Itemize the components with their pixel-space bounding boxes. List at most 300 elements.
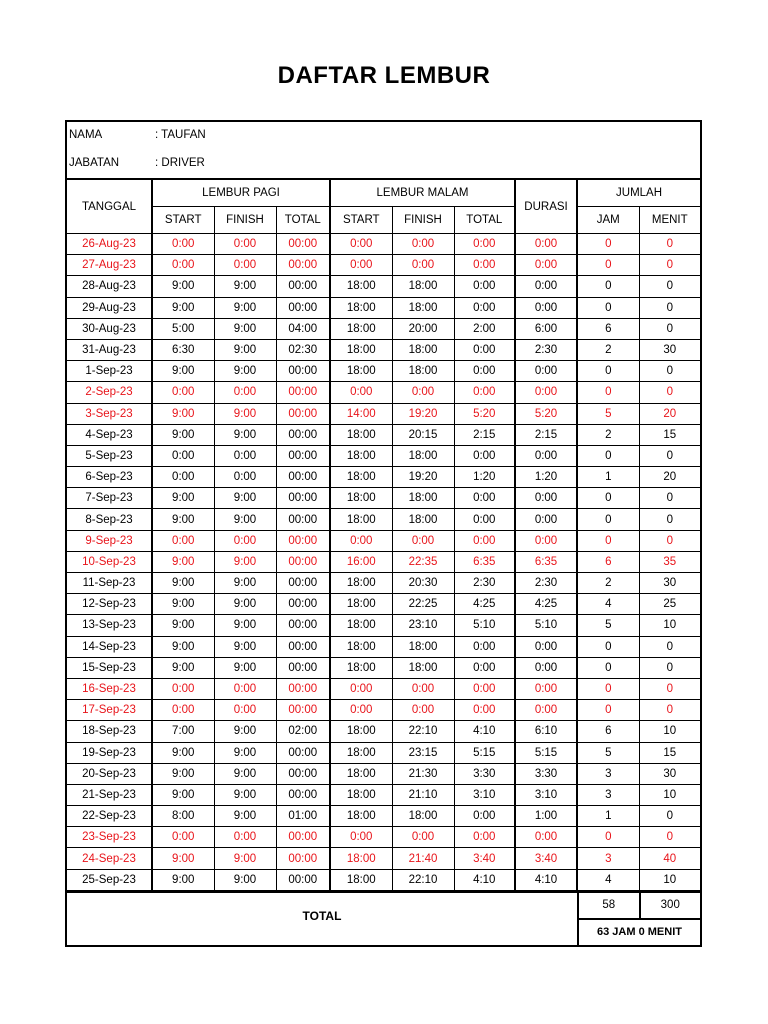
cell-durasi: 0:00 (515, 234, 577, 255)
cell-menit: 30 (639, 339, 700, 360)
cell-pagi-total: 00:00 (276, 403, 330, 424)
cell-menit: 20 (639, 403, 700, 424)
cell-malam-total: 0:00 (454, 297, 515, 318)
cell-menit: 0 (639, 509, 700, 530)
cell-menit: 0 (639, 361, 700, 382)
cell-pagi-start: 0:00 (152, 467, 214, 488)
cell-menit: 10 (639, 615, 700, 636)
cell-pagi-finish: 9:00 (214, 488, 276, 509)
cell-menit: 0 (639, 234, 700, 255)
header-malam-total: TOTAL (454, 207, 515, 234)
cell-menit: 0 (639, 445, 700, 466)
cell-jam: 2 (577, 573, 639, 594)
cell-malam-start: 18:00 (330, 784, 392, 805)
cell-durasi: 0:00 (515, 445, 577, 466)
cell-pagi-finish: 0:00 (214, 382, 276, 403)
cell-malam-total: 0:00 (454, 509, 515, 530)
cell-malam-finish: 0:00 (392, 678, 454, 699)
cell-durasi: 2:30 (515, 573, 577, 594)
cell-jam: 2 (577, 424, 639, 445)
header-pagi-start: START (152, 207, 214, 234)
cell-malam-finish: 18:00 (392, 488, 454, 509)
cell-malam-finish: 22:10 (392, 869, 454, 890)
cell-malam-start: 18:00 (330, 657, 392, 678)
table-row (67, 361, 700, 382)
cell-malam-start: 18:00 (330, 488, 392, 509)
cell-durasi: 6:10 (515, 721, 577, 742)
cell-malam-start: 18:00 (330, 573, 392, 594)
cell-malam-total: 2:15 (454, 424, 515, 445)
cell-durasi: 0:00 (515, 657, 577, 678)
cell-malam-finish: 20:15 (392, 424, 454, 445)
cell-pagi-start: 9:00 (152, 573, 214, 594)
cell-malam-total: 2:00 (454, 318, 515, 339)
cell-tanggal: 28-Aug-23 (67, 276, 152, 297)
cell-malam-total: 6:35 (454, 551, 515, 572)
cell-pagi-start: 9:00 (152, 869, 214, 890)
table-row (67, 509, 700, 530)
table-row (67, 403, 700, 424)
cell-pagi-total: 00:00 (276, 445, 330, 466)
cell-pagi-finish: 9:00 (214, 806, 276, 827)
cell-malam-finish: 18:00 (392, 339, 454, 360)
cell-menit: 20 (639, 467, 700, 488)
cell-menit: 0 (639, 678, 700, 699)
cell-tanggal: 30-Aug-23 (67, 318, 152, 339)
cell-pagi-finish: 9:00 (214, 636, 276, 657)
cell-jam: 1 (577, 806, 639, 827)
cell-pagi-start: 0:00 (152, 827, 214, 848)
cell-jam: 5 (577, 403, 639, 424)
cell-menit: 30 (639, 573, 700, 594)
cell-pagi-total: 00:00 (276, 297, 330, 318)
cell-malam-finish: 18:00 (392, 297, 454, 318)
cell-pagi-total: 00:00 (276, 488, 330, 509)
cell-pagi-total: 00:00 (276, 763, 330, 784)
cell-pagi-finish: 9:00 (214, 403, 276, 424)
cell-pagi-total: 00:00 (276, 424, 330, 445)
jabatan-value: : DRIVER (155, 157, 205, 169)
cell-pagi-total: 00:00 (276, 234, 330, 255)
cell-tanggal: 20-Sep-23 (67, 763, 152, 784)
cell-durasi: 1:20 (515, 467, 577, 488)
table-row (67, 721, 700, 742)
cell-pagi-finish: 0:00 (214, 827, 276, 848)
cell-tanggal: 22-Sep-23 (67, 806, 152, 827)
cell-malam-start: 18:00 (330, 615, 392, 636)
cell-durasi: 0:00 (515, 382, 577, 403)
cell-menit: 0 (639, 488, 700, 509)
cell-jam: 0 (577, 361, 639, 382)
cell-malam-finish: 0:00 (392, 827, 454, 848)
cell-pagi-start: 8:00 (152, 806, 214, 827)
cell-malam-total: 0:00 (454, 488, 515, 509)
cell-malam-finish: 18:00 (392, 636, 454, 657)
cell-menit: 10 (639, 784, 700, 805)
cell-pagi-finish: 9:00 (214, 318, 276, 339)
cell-pagi-start: 9:00 (152, 742, 214, 763)
cell-malam-start: 18:00 (330, 467, 392, 488)
totals-row (579, 893, 700, 920)
table-row (67, 615, 700, 636)
cell-menit: 0 (639, 318, 700, 339)
cell-malam-finish: 21:30 (392, 763, 454, 784)
header-lembur-malam: LEMBUR MALAM (330, 180, 515, 207)
header-malam-finish: FINISH (392, 207, 454, 234)
cell-pagi-start: 0:00 (152, 678, 214, 699)
cell-pagi-finish: 9:00 (214, 297, 276, 318)
cell-pagi-start: 9:00 (152, 276, 214, 297)
table-row (67, 763, 700, 784)
cell-jam: 0 (577, 255, 639, 276)
cell-malam-total: 0:00 (454, 361, 515, 382)
cell-menit: 0 (639, 700, 700, 721)
cell-malam-start: 18:00 (330, 297, 392, 318)
cell-durasi: 5:15 (515, 742, 577, 763)
table-row (67, 636, 700, 657)
cell-malam-total: 5:10 (454, 615, 515, 636)
cell-malam-finish: 23:15 (392, 742, 454, 763)
cell-pagi-finish: 9:00 (214, 869, 276, 890)
cell-pagi-total: 00:00 (276, 509, 330, 530)
cell-jam: 2 (577, 339, 639, 360)
cell-pagi-finish: 9:00 (214, 615, 276, 636)
cell-malam-finish: 21:10 (392, 784, 454, 805)
cell-pagi-total: 00:00 (276, 467, 330, 488)
cell-menit: 0 (639, 276, 700, 297)
cell-malam-start: 18:00 (330, 339, 392, 360)
table-row (67, 530, 700, 551)
cell-durasi: 3:10 (515, 784, 577, 805)
cell-pagi-finish: 0:00 (214, 700, 276, 721)
cell-pagi-total: 00:00 (276, 276, 330, 297)
cell-pagi-finish: 0:00 (214, 255, 276, 276)
cell-pagi-start: 0:00 (152, 234, 214, 255)
cell-pagi-finish: 9:00 (214, 594, 276, 615)
table-row (67, 806, 700, 827)
cell-malam-finish: 18:00 (392, 445, 454, 466)
cell-malam-finish: 19:20 (392, 467, 454, 488)
cell-pagi-total: 00:00 (276, 594, 330, 615)
cell-malam-start: 18:00 (330, 594, 392, 615)
cell-malam-start: 18:00 (330, 509, 392, 530)
cell-pagi-total: 00:00 (276, 784, 330, 805)
cell-pagi-finish: 9:00 (214, 763, 276, 784)
page-title: DAFTAR LEMBUR (277, 62, 491, 89)
table-row (67, 848, 700, 869)
cell-malam-start: 18:00 (330, 848, 392, 869)
cell-malam-finish: 18:00 (392, 509, 454, 530)
table-row (67, 339, 700, 360)
table-row (67, 700, 700, 721)
cell-malam-start: 18:00 (330, 742, 392, 763)
cell-pagi-finish: 9:00 (214, 784, 276, 805)
table-row (67, 678, 700, 699)
cell-menit: 0 (639, 530, 700, 551)
cell-menit: 0 (639, 657, 700, 678)
cell-jam: 5 (577, 742, 639, 763)
cell-tanggal: 9-Sep-23 (67, 530, 152, 551)
cell-tanggal: 15-Sep-23 (67, 657, 152, 678)
cell-pagi-total: 00:00 (276, 678, 330, 699)
cell-menit: 0 (639, 382, 700, 403)
cell-malam-finish: 19:20 (392, 403, 454, 424)
cell-pagi-finish: 9:00 (214, 509, 276, 530)
cell-malam-total: 0:00 (454, 806, 515, 827)
cell-pagi-start: 9:00 (152, 594, 214, 615)
cell-pagi-start: 0:00 (152, 255, 214, 276)
cell-pagi-start: 7:00 (152, 721, 214, 742)
cell-pagi-finish: 0:00 (214, 678, 276, 699)
cell-tanggal: 10-Sep-23 (67, 551, 152, 572)
cell-tanggal: 21-Sep-23 (67, 784, 152, 805)
cell-pagi-start: 9:00 (152, 551, 214, 572)
cell-jam: 4 (577, 594, 639, 615)
cell-menit: 15 (639, 424, 700, 445)
cell-malam-start: 18:00 (330, 869, 392, 890)
cell-pagi-total: 00:00 (276, 361, 330, 382)
cell-menit: 15 (639, 742, 700, 763)
cell-malam-total: 0:00 (454, 700, 515, 721)
table-row (67, 255, 700, 276)
cell-tanggal: 25-Sep-23 (67, 869, 152, 890)
table-row (67, 424, 700, 445)
table-row (67, 827, 700, 848)
cell-jam: 0 (577, 382, 639, 403)
cell-malam-total: 4:25 (454, 594, 515, 615)
cell-malam-total: 5:15 (454, 742, 515, 763)
cell-pagi-start: 9:00 (152, 848, 214, 869)
cell-malam-total: 3:10 (454, 784, 515, 805)
cell-jam: 6 (577, 551, 639, 572)
cell-pagi-finish: 0:00 (214, 445, 276, 466)
cell-malam-total: 2:30 (454, 573, 515, 594)
cell-pagi-start: 9:00 (152, 784, 214, 805)
nama-row (69, 125, 206, 145)
cell-durasi: 5:10 (515, 615, 577, 636)
cell-malam-finish: 0:00 (392, 234, 454, 255)
cell-tanggal: 17-Sep-23 (67, 700, 152, 721)
table-row (67, 234, 700, 255)
cell-malam-finish: 18:00 (392, 276, 454, 297)
cell-menit: 40 (639, 848, 700, 869)
cell-tanggal: 29-Aug-23 (67, 297, 152, 318)
cell-durasi: 3:30 (515, 763, 577, 784)
totals-box (577, 893, 700, 945)
cell-pagi-finish: 9:00 (214, 276, 276, 297)
cell-pagi-start: 9:00 (152, 509, 214, 530)
header-pagi-total: TOTAL (276, 207, 330, 234)
cell-malam-start: 18:00 (330, 318, 392, 339)
cell-pagi-finish: 9:00 (214, 742, 276, 763)
table-row (67, 297, 700, 318)
cell-tanggal: 2-Sep-23 (67, 382, 152, 403)
header-lembur-pagi: LEMBUR PAGI (152, 180, 330, 207)
cell-malam-start: 18:00 (330, 763, 392, 784)
cell-pagi-total: 00:00 (276, 827, 330, 848)
cell-jam: 1 (577, 467, 639, 488)
cell-pagi-total: 01:00 (276, 806, 330, 827)
cell-malam-total: 1:20 (454, 467, 515, 488)
cell-malam-total: 0:00 (454, 234, 515, 255)
overtime-sheet (65, 120, 702, 947)
cell-jam: 0 (577, 827, 639, 848)
cell-durasi: 2:30 (515, 339, 577, 360)
cell-jam: 0 (577, 636, 639, 657)
cell-malam-start: 18:00 (330, 721, 392, 742)
cell-pagi-total: 00:00 (276, 551, 330, 572)
cell-tanggal: 8-Sep-23 (67, 509, 152, 530)
cell-durasi: 0:00 (515, 297, 577, 318)
cell-malam-total: 4:10 (454, 869, 515, 890)
cell-malam-finish: 20:00 (392, 318, 454, 339)
cell-menit: 10 (639, 869, 700, 890)
cell-tanggal: 19-Sep-23 (67, 742, 152, 763)
cell-malam-total: 0:00 (454, 678, 515, 699)
overtime-table (67, 180, 700, 891)
cell-menit: 30 (639, 763, 700, 784)
cell-tanggal: 16-Sep-23 (67, 678, 152, 699)
cell-malam-finish: 20:30 (392, 573, 454, 594)
cell-jam: 4 (577, 869, 639, 890)
table-row (67, 318, 700, 339)
cell-malam-start: 0:00 (330, 234, 392, 255)
cell-malam-finish: 0:00 (392, 700, 454, 721)
header-jam: JAM (577, 207, 639, 234)
cell-pagi-total: 00:00 (276, 700, 330, 721)
cell-jam: 3 (577, 784, 639, 805)
cell-durasi: 0:00 (515, 509, 577, 530)
cell-pagi-total: 02:30 (276, 339, 330, 360)
cell-menit: 10 (639, 721, 700, 742)
totals-footer (67, 891, 700, 945)
cell-malam-total: 0:00 (454, 827, 515, 848)
cell-malam-start: 0:00 (330, 678, 392, 699)
cell-malam-start: 18:00 (330, 636, 392, 657)
cell-menit: 0 (639, 297, 700, 318)
cell-menit: 0 (639, 827, 700, 848)
cell-durasi: 0:00 (515, 700, 577, 721)
cell-pagi-finish: 9:00 (214, 848, 276, 869)
cell-malam-total: 3:30 (454, 763, 515, 784)
cell-jam: 0 (577, 678, 639, 699)
cell-malam-total: 4:10 (454, 721, 515, 742)
cell-malam-total: 0:00 (454, 530, 515, 551)
cell-menit: 25 (639, 594, 700, 615)
cell-durasi: 3:40 (515, 848, 577, 869)
table-row (67, 594, 700, 615)
cell-pagi-finish: 9:00 (214, 573, 276, 594)
cell-jam: 3 (577, 848, 639, 869)
cell-malam-total: 0:00 (454, 276, 515, 297)
cell-durasi: 0:00 (515, 530, 577, 551)
cell-menit: 0 (639, 255, 700, 276)
cell-durasi: 0:00 (515, 255, 577, 276)
cell-malam-start: 14:00 (330, 403, 392, 424)
cell-tanggal: 26-Aug-23 (67, 234, 152, 255)
cell-malam-start: 18:00 (330, 806, 392, 827)
table-row (67, 573, 700, 594)
cell-tanggal: 3-Sep-23 (67, 403, 152, 424)
cell-durasi: 1:00 (515, 806, 577, 827)
cell-pagi-start: 0:00 (152, 530, 214, 551)
cell-malam-start: 0:00 (330, 255, 392, 276)
cell-malam-total: 0:00 (454, 657, 515, 678)
cell-menit: 0 (639, 636, 700, 657)
total-summary: 63 JAM 0 MENIT (597, 925, 682, 938)
cell-pagi-start: 6:30 (152, 339, 214, 360)
cell-pagi-start: 9:00 (152, 361, 214, 382)
cell-durasi: 4:25 (515, 594, 577, 615)
cell-pagi-start: 0:00 (152, 700, 214, 721)
cell-malam-finish: 18:00 (392, 657, 454, 678)
cell-pagi-total: 00:00 (276, 848, 330, 869)
table-row (67, 551, 700, 572)
cell-pagi-finish: 9:00 (214, 361, 276, 382)
cell-jam: 0 (577, 297, 639, 318)
table-row (67, 742, 700, 763)
table-row (67, 276, 700, 297)
cell-malam-start: 16:00 (330, 551, 392, 572)
cell-malam-total: 5:20 (454, 403, 515, 424)
table-row (67, 488, 700, 509)
cell-malam-start: 18:00 (330, 276, 392, 297)
cell-malam-finish: 23:10 (392, 615, 454, 636)
cell-malam-finish: 22:10 (392, 721, 454, 742)
cell-menit: 0 (639, 806, 700, 827)
cell-pagi-start: 0:00 (152, 445, 214, 466)
cell-malam-start: 18:00 (330, 424, 392, 445)
cell-pagi-start: 9:00 (152, 403, 214, 424)
table-row (67, 657, 700, 678)
cell-durasi: 0:00 (515, 276, 577, 297)
cell-jam: 3 (577, 763, 639, 784)
cell-durasi: 4:10 (515, 869, 577, 890)
header-malam-start: START (330, 207, 392, 234)
cell-malam-total: 0:00 (454, 255, 515, 276)
nama-label: NAMA (69, 129, 103, 141)
cell-pagi-finish: 9:00 (214, 424, 276, 445)
cell-tanggal: 6-Sep-23 (67, 467, 152, 488)
header-durasi: DURASI (515, 180, 577, 234)
cell-pagi-finish: 0:00 (214, 234, 276, 255)
table-row (67, 869, 700, 890)
cell-pagi-start: 9:00 (152, 657, 214, 678)
cell-pagi-finish: 0:00 (214, 530, 276, 551)
cell-tanggal: 31-Aug-23 (67, 339, 152, 360)
cell-durasi: 0:00 (515, 488, 577, 509)
header-menit: MENIT (639, 207, 700, 234)
table-row (67, 784, 700, 805)
cell-malam-total: 3:40 (454, 848, 515, 869)
table-row (67, 445, 700, 466)
cell-jam: 0 (577, 276, 639, 297)
cell-jam: 0 (577, 530, 639, 551)
cell-pagi-start: 9:00 (152, 297, 214, 318)
cell-pagi-total: 00:00 (276, 869, 330, 890)
cell-pagi-finish: 0:00 (214, 467, 276, 488)
cell-malam-total: 0:00 (454, 445, 515, 466)
cell-tanggal: 18-Sep-23 (67, 721, 152, 742)
cell-malam-start: 0:00 (330, 700, 392, 721)
cell-tanggal: 24-Sep-23 (67, 848, 152, 869)
cell-pagi-start: 0:00 (152, 382, 214, 403)
cell-pagi-total: 00:00 (276, 255, 330, 276)
cell-jam: 6 (577, 318, 639, 339)
cell-malam-start: 18:00 (330, 361, 392, 382)
cell-pagi-total: 02:00 (276, 721, 330, 742)
cell-tanggal: 4-Sep-23 (67, 424, 152, 445)
